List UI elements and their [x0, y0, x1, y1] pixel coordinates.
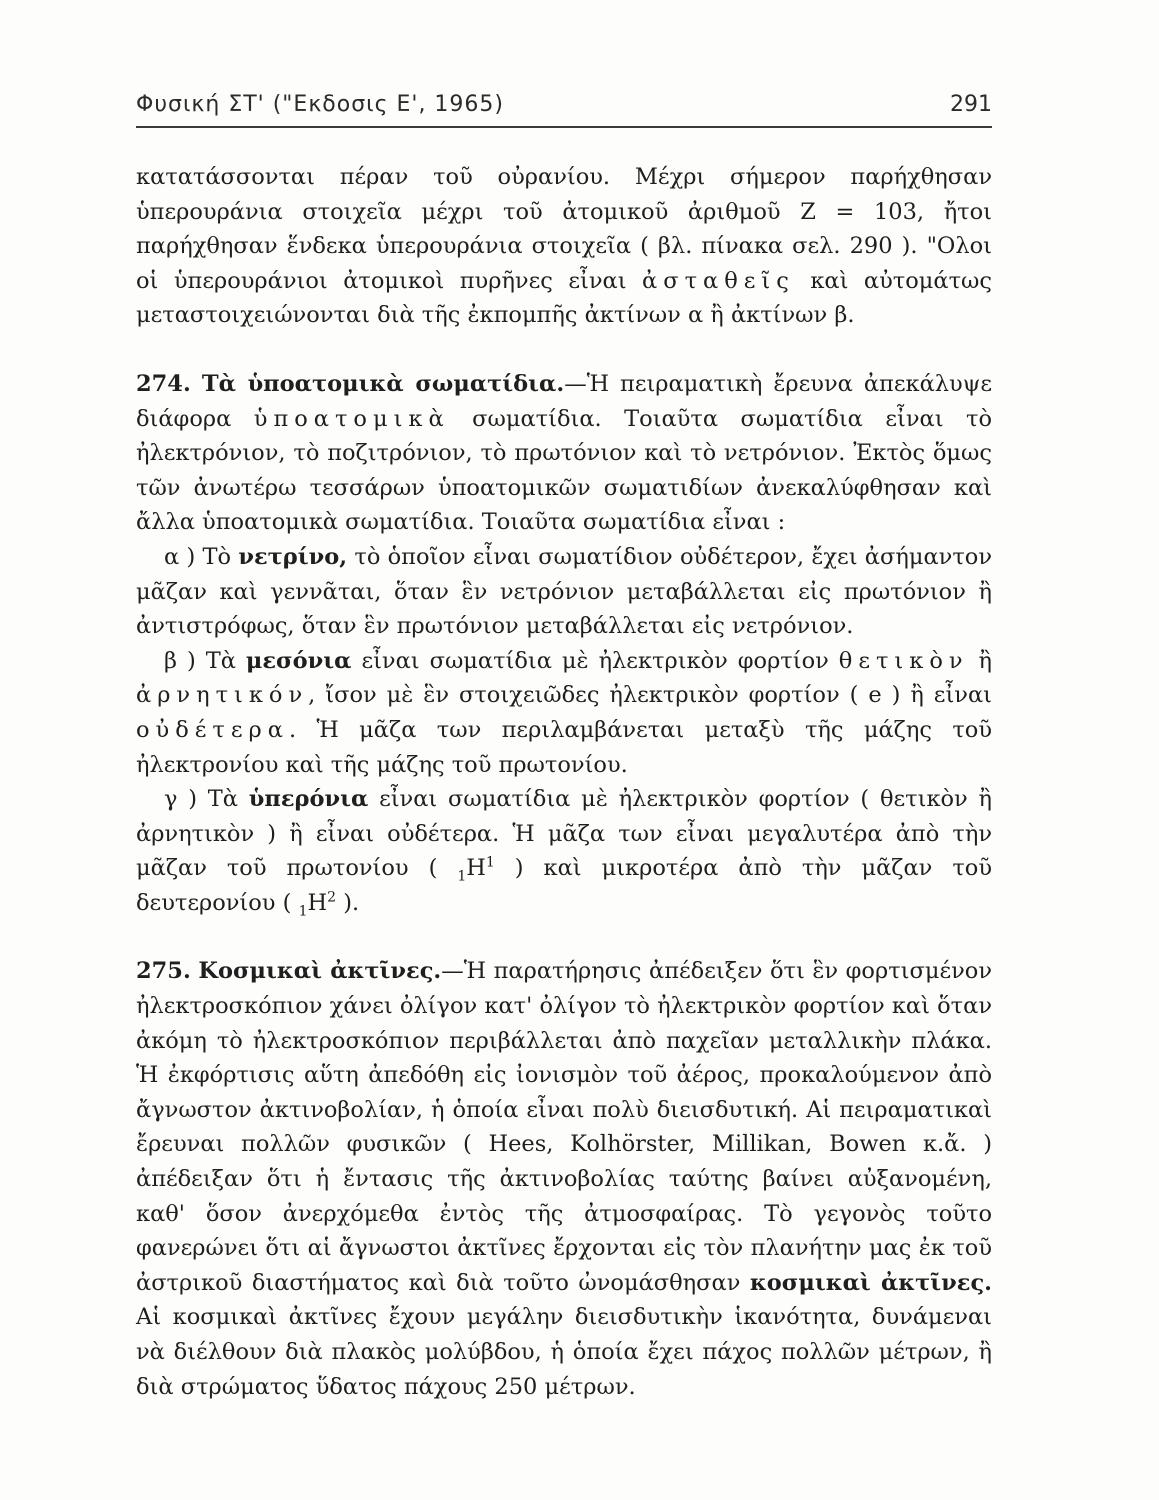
spaced-word: ἀσταθεῖς: [642, 267, 795, 294]
section-274-number: 274.: [136, 370, 191, 397]
section-gap: [136, 920, 992, 954]
intro-paragraph: κατατάσσονται πέραν τοῦ οὐρανίου. Μέχρι σήμερον παρήχθησαν ὑπερουράνια στοιχεῖα μέχρι τοῦ ἀτομικοῦ ἀριθμοῦ Ζ = 103, ἤτοι παρήχθησαν ἕνδεκα ὑπερουράνια στοιχεῖα ( βλ. πίνακα σελ. 290 ). "Ολοι οἱ ὑπερουράνιοι ἀτομικοὶ πυρῆνες εἶναι ἀσταθεῖς καὶ αὐτομάτως μεταστοιχειώνονται διὰ τῆς ἐκπομπῆς ἀκτίνων α ἢ ἀκτίνων β.: [136, 164, 992, 329]
term-mesonia: μεσόνια: [245, 647, 352, 674]
section-274-paragraph: 274. Τὰ ὑποατομικὰ σωματίδια.—Ἡ πειραματικὴ ἔρευνα ἀπεκάλυψε διάφορα ὑποατομικὰ σωματίδια. Τοιαῦτα σωματίδια εἶναι τὸ ἠλεκτρόνιον, τὸ ποζιτρόνιον, τὸ πρωτόνιον καὶ τὸ νετρόνιον. Ἐκτὸς ὅμως τῶν ἀνωτέρω τεσσάρων ὑποατομικῶν σωματιδίων ἀνεκαλύφθησαν καὶ ἄλλα ὑποατομικὰ σωματίδια. Τοιαῦτα σωματίδια εἶναι :: [136, 370, 992, 536]
term-netrino: νετρίνο,: [238, 543, 348, 570]
term-cosmic-rays: κοσμικαὶ ἀκτῖνες.: [749, 1269, 992, 1296]
page-body: [136, 160, 992, 1404]
item-beta: β ) Τὰ μεσόνια εἶναι σωματίδια μὲ ἠλεκτρικὸν φορτίον θετικὸν ἢ ἀρνητικόν, ἴσον μὲ ἓν στοιχειῶδες ἠλεκτρικὸν φορτίον ( e ) ἢ εἶναι οὐδέτερα. Ἡ μᾶζα των περιλαμβάνεται μεταξὺ τῆς μάζης τοῦ ἠλεκτρονίου καὶ τῆς μάζης τοῦ πρωτονίου.: [136, 647, 992, 778]
term-hyperonia: ὑπερόνια: [248, 786, 369, 813]
section-gap: [136, 333, 992, 367]
spaced-word: ὑποατομικὰ: [253, 405, 450, 432]
section-275-title: Κοσμικαὶ ἀκτῖνες.: [198, 958, 442, 985]
header-rule: [136, 126, 992, 128]
section-274-title: Τὰ ὑποατομικὰ σωματίδια.: [201, 370, 565, 397]
item-gamma: γ ) Τὰ ὑπερόνια εἶναι σωματίδια μὲ ἠλεκτρικὸν φορτίον ( θετικὸν ἢ ἀρνητικὸν ) ἢ εἶναι οὐδέτερα. Ἡ μᾶζα των εἶναι μεγαλυτέρα ἀπὸ τὴν μᾶζαν τοῦ πρωτονίου ( $_1H^1$ ) καὶ μικροτέρα ἀπὸ τὴν μᾶζαν τοῦ δευτερονίου ( $_1H^2$ ).: [136, 786, 992, 920]
header-title: Φυσική ΣΤ' ("Εκδοσις Ε', 1965): [136, 92, 505, 117]
section-275-paragraph: 275. Κοσμικαὶ ἀκτῖνες.—Ἡ παρατήρησις ἀπέδειξεν ὅτι ἓν φορτισμένον ἠλεκτροσκόπιον χάνει ὀλίγον κατ' ὀλίγον τὸ ἠλεκτρικὸν φορτίον καὶ ὅταν ἀκόμη τὸ ἠλεκτροσκόπιον περιβάλλεται ἀπὸ παχεῖαν μεταλλικὴν πλάκα. Ἡ ἐκφόρτισις αὕτη ἀπεδόθη εἰς ἰονισμὸν τοῦ ἀέρος, προκαλούμενον ἀπὸ ἄγνωστον ἀκτινοβολίαν, ἡ ὁποία εἶναι πολὺ διεισδυτική. Αἱ πειραματικαὶ ἔρευναι πολλῶν φυσικῶν ( Hees, Kolhörster, Millikan, Bowen κ.ἄ. ) ἀπέδειξαν ὅτι ἡ ἔντασις τῆς ἀκτινοβολίας ταύτης βαίνει αὐξανομένη, καθ' ὅσον ἀνερχόμεθα ἐντὸς τῆς ἀτμοσφαίρας. Τὸ γεγονὸς τοῦτο φανερώνει ὅτι αἱ ἄγνωστοι ἀκτῖνες ἔρχονται εἰς τὸν πλανήτην μας ἐκ τοῦ ἀστρικοῦ διαστήματος καὶ διὰ τοῦτο ὠνομάσθησαν κοσμικαὶ ἀκτῖνες. Αἱ κοσμικαὶ ἀκτῖνες ἔχουν μεγάλην διεισδυτικὴν ἱκανότητα, δυνάμεναι νὰ διέλθουν διὰ πλακὸς μολύβδου, ἡ ὁποία ἔχει πάχος πολλῶν μέτρων, ἢ διὰ στρώματος ὕδατος πάχους 250 μέτρων.: [136, 958, 993, 1400]
item-alpha: α ) Τὸ νετρίνο, τὸ ὁποῖον εἶναι σωματίδιον οὐδέτερον, ἔχει ἀσήμαντον μᾶζαν καὶ γεννᾶται, ὅταν ἓν νετρόνιον μεταβάλλεται εἰς πρωτόνιον ἢ ἀντιστρόφως, ὅταν ἓν πρωτόνιον μεταβάλλεται εἰς νετρόνιον.: [136, 543, 993, 640]
section-275-number: 275.: [136, 958, 191, 985]
page-number: 291: [950, 92, 992, 117]
running-header: [136, 88, 992, 124]
